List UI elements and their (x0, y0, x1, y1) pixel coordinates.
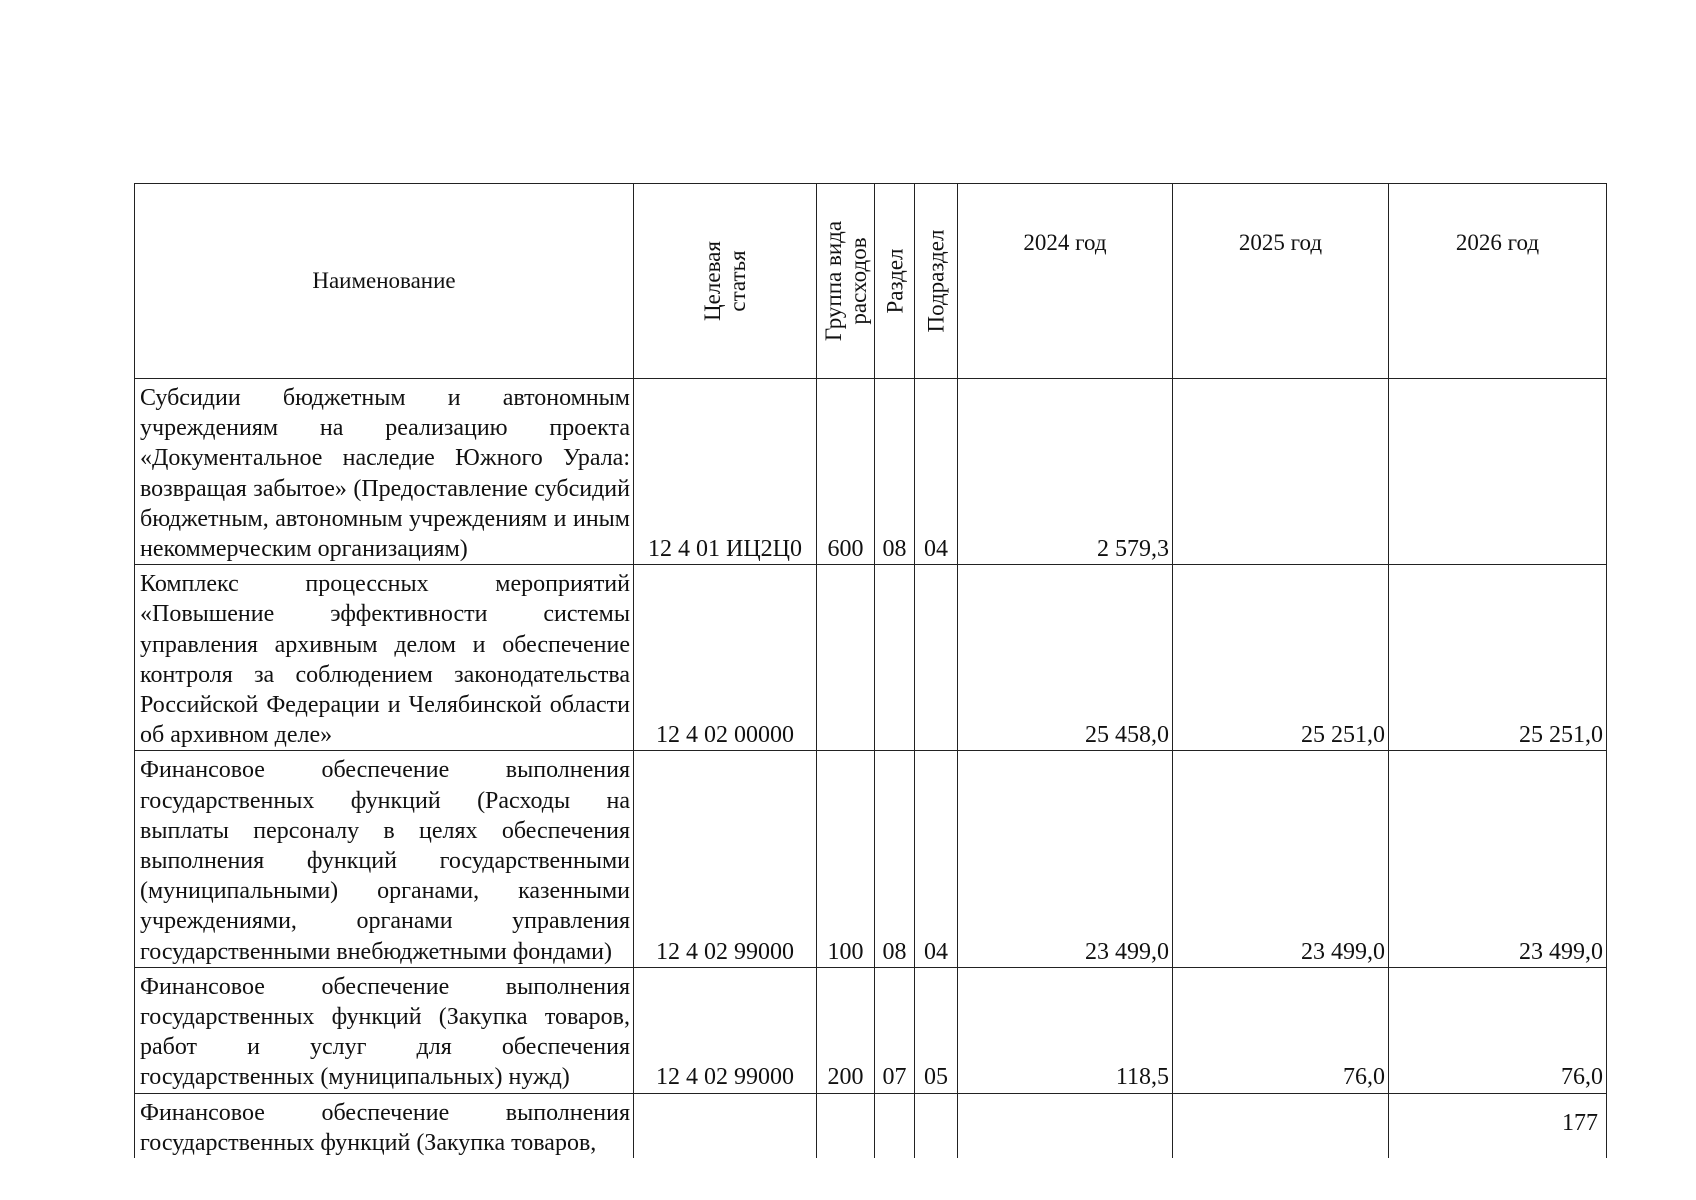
cell-target-article: 12 4 02 99000 (634, 751, 817, 967)
cell-expense-group: 100 (817, 751, 875, 967)
budget-table-container (134, 183, 1606, 1158)
cell-expense-group (817, 1093, 875, 1158)
header-expense-group: Группа вида расходов (817, 184, 875, 379)
table-row (135, 379, 1607, 565)
cell-expense-group: 200 (817, 967, 875, 1093)
cell-name: Финансовое обеспечение выполнения государственных функций (Закупка товаров, (135, 1093, 634, 1158)
cell-name: Финансовое обеспечение выполнения государственных функций (Закупка товаров, работ и услуг для обеспечения государственных (муниципальных) нужд) (135, 967, 634, 1093)
table-body (135, 379, 1607, 1159)
table-header (135, 184, 1607, 379)
cell-2026: 25 251,0 (1389, 565, 1607, 751)
cell-2024: 25 458,0 (958, 565, 1173, 751)
cell-target-article: 12 4 01 ИЦ2Ц0 (634, 379, 817, 565)
header-year-2026: 2026 год (1389, 184, 1607, 379)
cell-2025 (1173, 379, 1389, 565)
cell-name: Финансовое обеспечение выполнения государственных функций (Расходы на выплаты персоналу в целях обеспечения выполнения функций государственными (муниципальными) органами, казенными учреждениями, органами управления государственными внебюджетными фондами) (135, 751, 634, 967)
cell-name: Комплекс процессных мероприятий «Повышение эффективности системы управления архивным делом и обеспечение контроля за соблюдением законодательства Российской Федерации и Челябинской области об архивном деле» (135, 565, 634, 751)
header-subsection: Подраздел (915, 184, 958, 379)
cell-target-article: 12 4 02 99000 (634, 967, 817, 1093)
header-target-article: Целевая статья (634, 184, 817, 379)
table-row (135, 1093, 1607, 1158)
page-number: 177 (1562, 1110, 1598, 1136)
cell-subsection (915, 1093, 958, 1158)
cell-expense-group: 600 (817, 379, 875, 565)
cell-target-article (634, 1093, 817, 1158)
header-section: Раздел (875, 184, 915, 379)
cell-2024 (958, 1093, 1173, 1158)
header-year-2024: 2024 год (958, 184, 1173, 379)
cell-subsection: 04 (915, 751, 958, 967)
cell-subsection: 05 (915, 967, 958, 1093)
cell-expense-group (817, 565, 875, 751)
cell-section (875, 1093, 915, 1158)
cell-section (875, 565, 915, 751)
cell-2025 (1173, 1093, 1389, 1158)
budget-table (134, 183, 1607, 1158)
cell-2025: 25 251,0 (1173, 565, 1389, 751)
cell-2025: 23 499,0 (1173, 751, 1389, 967)
cell-2026 (1389, 379, 1607, 565)
cell-subsection: 04 (915, 379, 958, 565)
cell-2026: 23 499,0 (1389, 751, 1607, 967)
table-row (135, 967, 1607, 1093)
cell-2024: 118,5 (958, 967, 1173, 1093)
cell-section: 08 (875, 751, 915, 967)
cell-2026: 76,0 (1389, 967, 1607, 1093)
table-row (135, 751, 1607, 967)
cell-2024: 2 579,3 (958, 379, 1173, 565)
table-row (135, 565, 1607, 751)
cell-name: Субсидии бюджетным и автономным учреждениям на реализацию проекта «Документальное наследие Южного Урала: возвращая забытое» (Предоставление субсидий бюджетным, автономным учреждениям и иным некоммерческим организациям) (135, 379, 634, 565)
cell-subsection (915, 565, 958, 751)
header-name: Наименование (135, 184, 634, 379)
cell-2025: 76,0 (1173, 967, 1389, 1093)
cell-target-article: 12 4 02 00000 (634, 565, 817, 751)
header-year-2025: 2025 год (1173, 184, 1389, 379)
cell-section: 07 (875, 967, 915, 1093)
cell-section: 08 (875, 379, 915, 565)
cell-2024: 23 499,0 (958, 751, 1173, 967)
